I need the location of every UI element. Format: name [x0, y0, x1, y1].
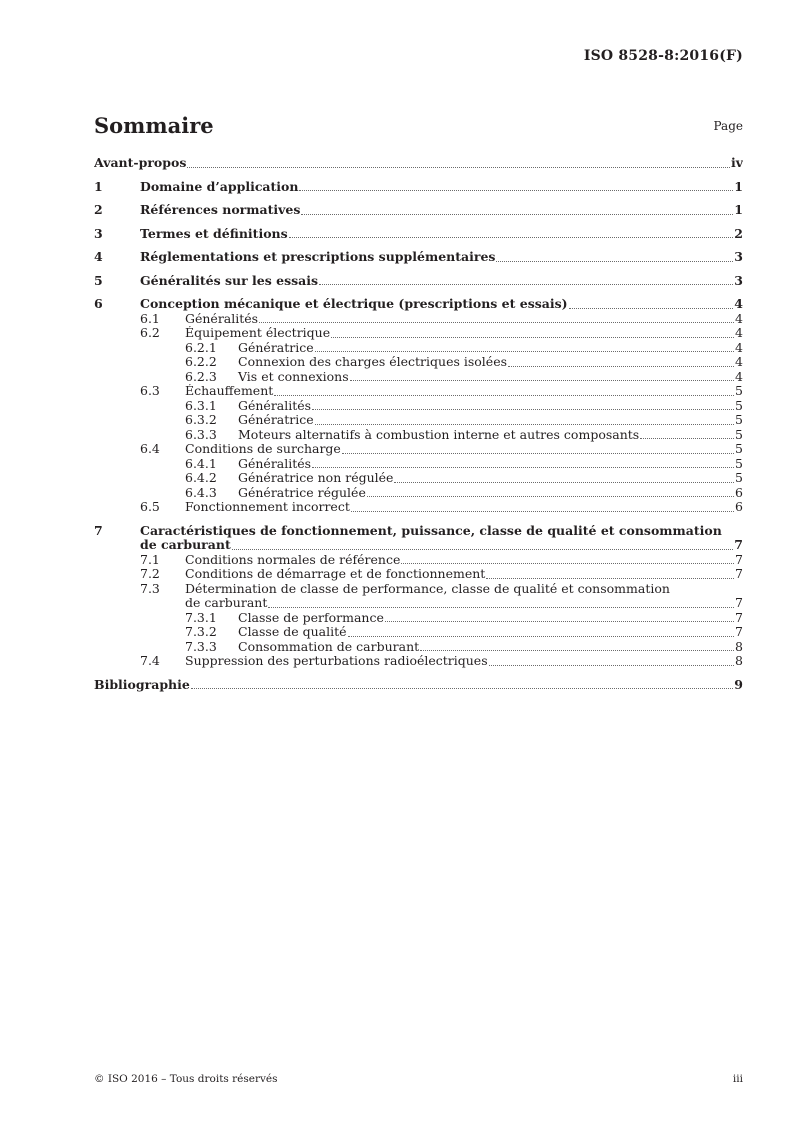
toc-entry[interactable] [94, 457, 743, 472]
toc-leader-dots [569, 307, 734, 309]
toc-entry[interactable] [94, 553, 743, 568]
toc-entry[interactable] [94, 486, 743, 501]
toc-entry-page: 9 [734, 677, 743, 692]
toc-entry-page: 3 [734, 250, 743, 264]
toc-entry-number: 7.3.2 [185, 625, 217, 639]
toc-entry-number: 7 [94, 522, 103, 538]
toc-entry-page: 7 [734, 538, 743, 552]
toc-entry-page: 7 [735, 596, 743, 610]
toc-entry[interactable] [94, 399, 743, 414]
toc-entry-label: Généralités [238, 398, 312, 413]
toc-entry-number: 7.4 [140, 654, 160, 668]
toc-entry-label: Conception mécanique et électrique (prescriptions et essais) [140, 297, 568, 311]
toc-entry-label: Consommation de carburant [238, 639, 420, 654]
toc-entry[interactable] [94, 654, 743, 669]
toc-entry-label: Classe de qualité [238, 625, 347, 639]
toc-entry-label: Vis et connexions [238, 369, 349, 384]
toc-entry-number: 6.4 [140, 442, 160, 456]
toc-entry-page: 4 [734, 297, 743, 311]
toc-entry-page: 4 [735, 326, 743, 340]
toc-entry-number: 6.4.1 [185, 456, 217, 471]
toc-entry[interactable] [94, 341, 743, 356]
toc-entry[interactable] [94, 413, 743, 428]
toc-entry[interactable] [94, 227, 743, 242]
toc-entry[interactable] [94, 596, 743, 611]
toc-entry[interactable] [94, 567, 743, 582]
toc-leader-dots [486, 577, 734, 579]
toc-entry-page: 4 [735, 355, 743, 369]
toc-entry-label-continuation: de carburant [140, 538, 231, 552]
toc-entry-page: 5 [735, 384, 743, 398]
toc-entry-number: 7.3.1 [185, 610, 217, 625]
toc-entry-number: 6.2.3 [185, 369, 217, 384]
toc-entry-label: Généralités sur les essais [140, 273, 319, 288]
toc-entry-label: Génératrice régulée [238, 485, 366, 500]
toc-leader-dots [301, 213, 733, 215]
toc-entry-page: 4 [735, 369, 743, 384]
table-of-contents [94, 156, 743, 692]
toc-entry-label: Fonctionnement incorrect [185, 500, 350, 514]
toc-entry-number: 6.4.3 [185, 485, 217, 500]
toc-entry[interactable] [94, 156, 743, 171]
toc-entry-number: 7.3 [140, 580, 160, 596]
toc-leader-dots [312, 408, 734, 410]
toc-entry-page: 7 [735, 610, 743, 625]
toc-page-column-label: Page [713, 119, 743, 133]
toc-entry-page: 7 [735, 552, 743, 567]
toc-leader-dots [342, 452, 734, 454]
toc-leader-dots [489, 664, 734, 666]
toc-entry-number: 6.2 [140, 326, 160, 340]
toc-entry-page: 7 [735, 625, 743, 639]
toc-entry-label: Génératrice [238, 340, 314, 355]
toc-entry-number: 6.1 [140, 311, 160, 326]
toc-entry-label: Moteurs alternatifs à combustion interne et autres composants [238, 427, 640, 442]
toc-entry-label: Généralités [238, 456, 312, 471]
toc-entry-page: iv [730, 156, 743, 170]
toc-entry-label: Génératrice non régulée [238, 471, 394, 485]
toc-entry-label: Domaine d’application [140, 179, 299, 194]
toc-entry-line [94, 582, 743, 597]
toc-entry[interactable] [94, 640, 743, 655]
toc-entry-number: 6.2.2 [185, 355, 217, 369]
toc-entry-number: 7.3.3 [185, 639, 217, 654]
toc-entry[interactable] [94, 180, 743, 195]
toc-leader-dots [187, 166, 730, 168]
toc-leader-dots [331, 336, 734, 338]
toc-entry-number: 7.2 [140, 567, 160, 581]
toc-entry[interactable] [94, 297, 743, 312]
toc-entry-page: 7 [735, 567, 743, 581]
toc-leader-dots [315, 350, 734, 352]
toc-entry-page: 5 [735, 427, 743, 442]
toc-leader-dots [496, 260, 733, 262]
toc-entry-number: 7.1 [140, 552, 160, 567]
toc-entry[interactable] [94, 326, 743, 341]
toc-leader-dots [640, 437, 734, 439]
toc-entry-page: 5 [735, 442, 743, 456]
toc-entry-page: 4 [735, 311, 743, 326]
toc-entry-page: 8 [735, 639, 743, 654]
toc-leader-dots [351, 510, 734, 512]
toc-entry[interactable] [94, 611, 743, 626]
toc-entry-number: 6.3.2 [185, 413, 217, 427]
toc-entry[interactable] [94, 625, 743, 640]
toc-entry[interactable] [94, 250, 743, 265]
header-document-code: ISO 8528-8:2016(F) [583, 48, 743, 64]
toc-entry-page: 3 [734, 273, 743, 288]
toc-entry-label: Références normatives [140, 203, 301, 217]
toc-entry[interactable] [94, 370, 743, 385]
toc-entry-label: Bibliographie [94, 677, 190, 692]
toc-title: Sommaire [94, 113, 214, 138]
toc-entry-label: Connexion des charges électriques isolées [238, 355, 508, 369]
toc-entry-label: Échauffement [185, 384, 274, 398]
toc-leader-dots [289, 236, 734, 238]
toc-entry-page: 1 [734, 179, 743, 194]
toc-entry-label: Termes et définitions [140, 226, 288, 241]
toc-entry-number: 6 [94, 297, 103, 311]
toc-entry-number: 1 [94, 179, 103, 194]
toc-entry-page: 1 [734, 203, 743, 217]
toc-entry[interactable] [94, 384, 743, 399]
toc-leader-dots [274, 394, 734, 396]
toc-entry-number: 6.5 [140, 500, 160, 514]
toc-entry-label: Avant-propos [94, 156, 187, 170]
toc-entry[interactable] [94, 203, 743, 218]
toc-entry-number: 6.3.3 [185, 427, 217, 442]
toc-entry-page: 6 [735, 500, 743, 514]
toc-entry-label: Suppression des perturbations radioélectriques [185, 654, 488, 668]
toc-entry-number: 3 [94, 226, 103, 241]
toc-leader-dots [385, 620, 734, 622]
toc-entry-page: 5 [735, 413, 743, 427]
toc-leader-dots [420, 649, 734, 651]
toc-leader-dots [367, 495, 734, 497]
toc-entry-label: Génératrice [238, 413, 314, 427]
toc-leader-dots [350, 379, 734, 381]
footer-page-number: iii [732, 1073, 743, 1085]
toc-entry-page: 8 [735, 654, 743, 668]
toc-leader-dots [348, 635, 735, 637]
toc-entry[interactable] [94, 312, 743, 327]
toc-entry[interactable] [94, 274, 743, 289]
toc-leader-dots [315, 423, 734, 425]
toc-entry-label: Classe de performance [238, 610, 384, 625]
toc-entry-number: 6.4.2 [185, 471, 217, 485]
toc-entry-page: 4 [735, 340, 743, 355]
toc-entry[interactable] [94, 428, 743, 443]
toc-entry[interactable] [94, 538, 743, 553]
toc-entry-number: 5 [94, 273, 103, 288]
toc-entry-number: 4 [94, 250, 103, 264]
toc-entry-page: 2 [734, 226, 743, 241]
toc-entry-page: 5 [735, 456, 743, 471]
toc-entry-label-continuation: de carburant [185, 596, 268, 610]
toc-entry-number: 2 [94, 203, 103, 217]
toc-entry[interactable] [94, 678, 743, 693]
toc-entry-label: Conditions de surcharge [185, 442, 341, 456]
toc-entry-label[interactable]: Caractéristiques de fonctionnement, puissance, classe de qualité et consommation [140, 522, 722, 538]
toc-leader-dots [259, 321, 734, 323]
toc-entry-label: Conditions de démarrage et de fonctionnement [185, 567, 486, 581]
toc-entry[interactable] [94, 355, 743, 370]
toc-leader-dots [319, 283, 733, 285]
footer-copyright: © ISO 2016 – Tous droits réservés [94, 1073, 278, 1085]
toc-leader-dots [312, 466, 734, 468]
toc-entry[interactable] [94, 442, 743, 457]
toc-entry-page: 5 [735, 471, 743, 485]
toc-leader-dots [394, 481, 734, 483]
toc-entry-label: Équipement électrique [185, 326, 331, 340]
toc-entry-number: 6.3.1 [185, 398, 217, 413]
toc-leader-dots [268, 606, 734, 608]
toc-entry-number: 6.3 [140, 384, 160, 398]
toc-entry[interactable] [94, 500, 743, 515]
toc-entry-label: Généralités [185, 311, 259, 326]
toc-entry-number: 6.2.1 [185, 340, 217, 355]
toc-leader-dots [508, 365, 734, 367]
toc-leader-dots [232, 548, 734, 550]
toc-entry-label: Réglementations et prescriptions supplémentaires [140, 250, 496, 264]
toc-entry-line [94, 524, 743, 539]
toc-leader-dots [191, 687, 733, 689]
toc-entry-page: 6 [735, 485, 743, 500]
toc-leader-dots [299, 189, 733, 191]
toc-leader-dots [401, 562, 734, 564]
toc-entry-label: Conditions normales de référence [185, 552, 401, 567]
toc-entry[interactable] [94, 471, 743, 486]
toc-entry-label[interactable]: Détermination de classe de performance, classe de qualité et consommation [185, 580, 670, 596]
toc-entry-page: 5 [735, 398, 743, 413]
